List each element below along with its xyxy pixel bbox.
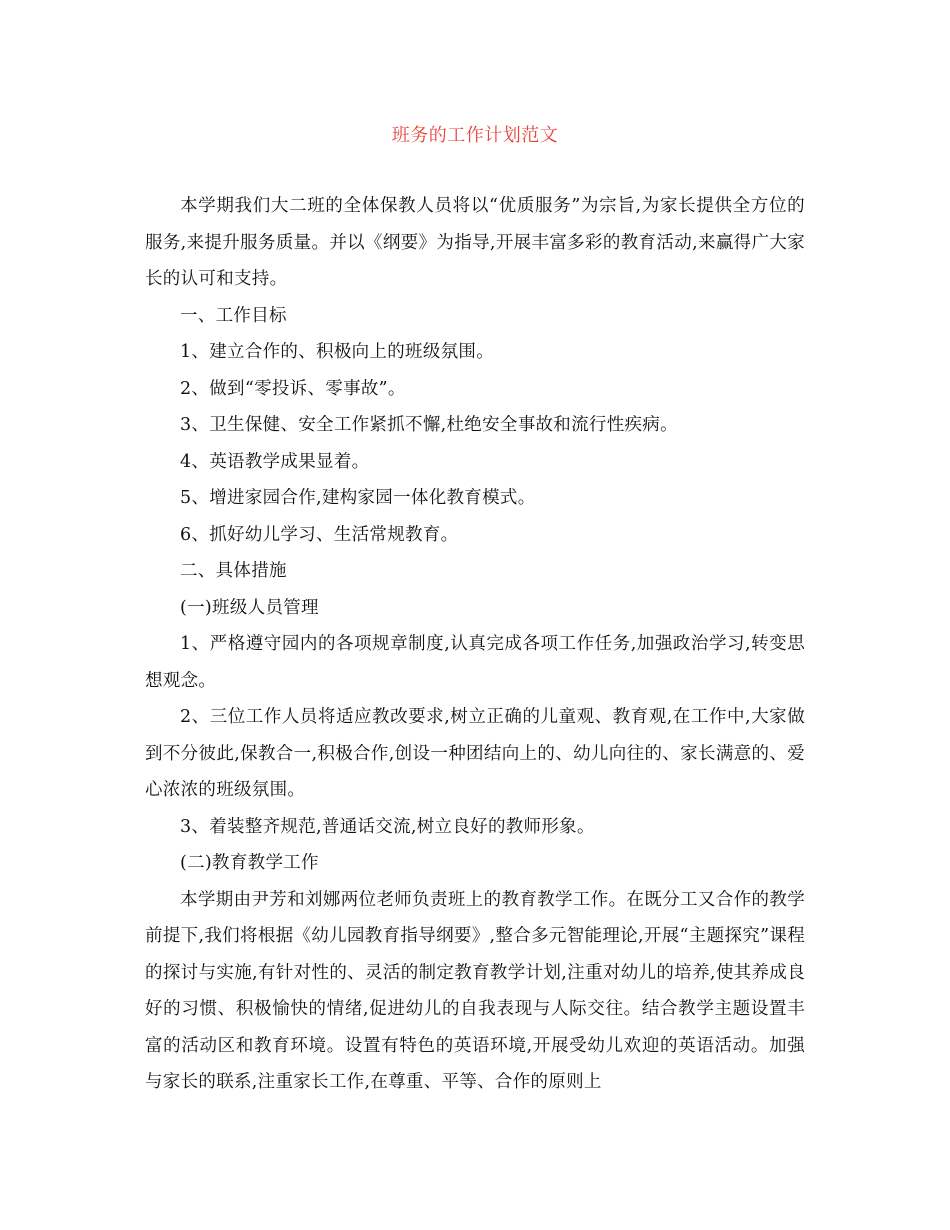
goal-item-2: 2、做到“零投诉、零事故”。 [180,378,406,399]
paragraph-teaching: 本学期由尹芳和刘娜两位老师负责班上的教育教学工作。在既分工又合作的教学前提下,我们将根据《幼儿园教育指导纲要》,整合多元智能理论,开展“主题探究”课程的探讨与实施,有针对性的、灵活的制定教育教学计划,注重对幼儿的培养,使其养成良好的习惯、积极愉快的情绪,促进幼儿的自我表现与人际交往。结合教学主题设置丰富的活动区和教育环境。设置有特色的英语环境,开展受幼儿欢迎的英语活动。加强与家长的联系,注重家长工作,在尊重、平等、合作的原则上 [145,889,805,1092]
document-body [145,188,805,1101]
staff-item-2: 2、三位工作人员将适应教改要求,树立正确的儿童观、教育观,在工作中,大家做到不分彼此,保教合一,积极合作,创设一种团结向上的、幼儿向往的、家长满意的、爱心浓浓的班级氛围。 [145,707,805,800]
goal-item-6: 6、抓好幼儿学习、生活常规教育。 [180,524,459,545]
subheading-teaching-work: (二)教育教学工作 [180,853,319,873]
heading-measures: 二、具体措施 [180,561,287,581]
subheading-staff-management: (一)班级人员管理 [180,597,319,618]
paragraph-intro: 本学期我们大二班的全体保教人员将以“优质服务”为宗旨,为家长提供全方位的服务,来提升服务质量。并以《纲要》为指导,开展丰富多彩的教育活动,来赢得广大家长的认可和支持。 [145,196,805,289]
staff-item-1: 1、严格遵守园内的各项规章制度,认真完成各项工作任务,加强政治学习,转变思想观念。 [145,634,805,691]
goal-item-5: 5、增进家园合作,建构家园一体化教育模式。 [180,488,536,508]
heading-work-goals: 一、工作目标 [180,305,287,326]
goal-item-4: 4、英语教学成果显着。 [180,451,370,472]
document-title: 班务的工作计划范文 [391,125,559,146]
goal-item-3: 3、卫生保健、安全工作紧抓不懈,杜绝安全事故和流行性疾病。 [180,415,678,435]
goal-item-1: 1、建立合作的、积极向上的班级氛围。 [180,342,495,362]
staff-item-3: 3、着装整齐规范,普通话交流,树立良好的教师形象。 [180,816,595,837]
